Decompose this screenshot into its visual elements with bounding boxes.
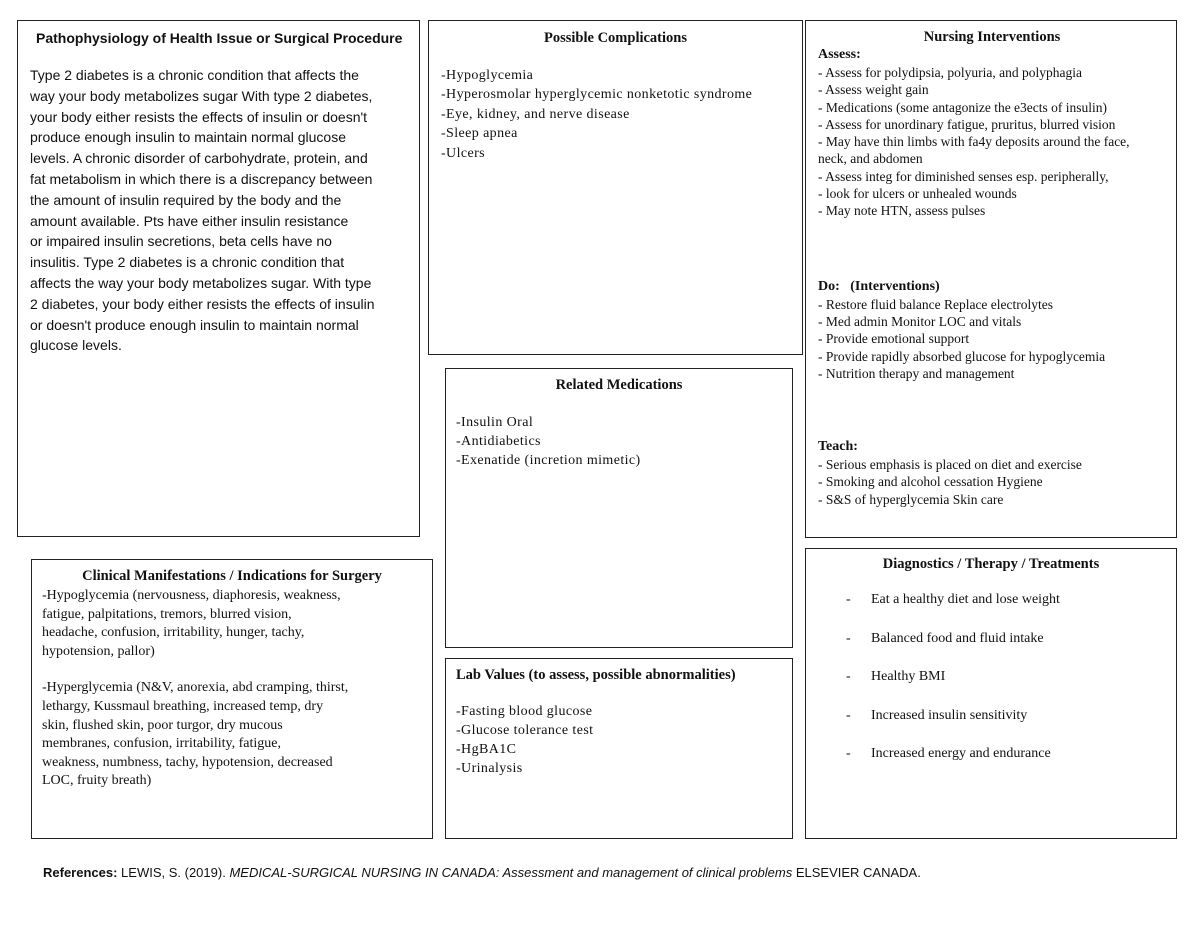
list-item [816, 746, 1166, 785]
labs-list [456, 702, 782, 778]
complications-title: Possible Complications [544, 30, 687, 46]
text-line: produce enough insulin to maintain normal glucose [30, 129, 346, 146]
list-item: - Smoking and alcohol cessation Hygiene [818, 474, 1043, 490]
text-line: fatigue, palpitations, tremors, blurred vision, [42, 606, 292, 622]
list-item: -Sleep apnea [441, 126, 518, 142]
text-line: fat metabolism in which there is a discrepancy between [30, 170, 373, 187]
text-line: or doesn't produce enough insulin to maintain normal [30, 316, 359, 333]
text-line: or impaired insulin secretions, beta cells have no [30, 233, 332, 250]
text-line: glucose levels. [30, 337, 122, 354]
list-item [816, 669, 1166, 708]
list-item: -Insulin Oral [456, 415, 534, 430]
lab-values-box [445, 658, 793, 839]
list-item-text: Increased insulin sensitivity [871, 707, 1028, 723]
text-line: lethargy, Kussmaul breathing, increased temp, dry [42, 698, 324, 714]
medications-box [445, 368, 793, 648]
list-item: - Restore fluid balance Replace electrolytes [818, 296, 1054, 312]
text-line: -Hyperglycemia (N&V, anorexia, abd cramping, thirst, [42, 680, 349, 696]
list-item: - Med admin Monitor LOC and vitals [818, 313, 1022, 329]
references-publisher: ELSEVIER CANADA. [792, 865, 921, 880]
clinical-manifestations-box [31, 559, 433, 839]
text-line: insulitis. Type 2 diabetes is a chronic condition that [30, 254, 345, 271]
list-item: - Assess for unordinary fatigue, pruritus, blurred vision [818, 116, 1116, 132]
bullet-dash: - [846, 630, 851, 646]
text-line: skin, flushed skin, poor turgor, dry mucous [42, 717, 283, 733]
list-item: - May note HTN, assess pulses [818, 203, 986, 219]
list-item: -Ulcers [441, 145, 486, 161]
pathophysiology-text [30, 65, 405, 356]
clinical-title: Clinical Manifestations / Indications for Surgery [82, 568, 382, 584]
complications-list [441, 66, 790, 163]
text-line: LOC, fruity breath) [42, 773, 152, 789]
text-line: weakness, numbness, tachy, hypotension, decreased [42, 754, 333, 770]
references-label: References: [43, 865, 118, 880]
complications-box [428, 20, 803, 355]
text-line: Type 2 diabetes is a chronic condition that affects the [30, 67, 359, 83]
list-item [816, 708, 1166, 747]
list-item: neck, and abdomen [818, 151, 923, 167]
diagnostics-list [816, 592, 1166, 785]
list-item: - look for ulcers or unhealed wounds [818, 186, 1017, 202]
text-line: the amount of insulin required by the body and the [30, 191, 342, 208]
text-line: 2 diabetes, your body either resists the effects of insulin [30, 295, 375, 312]
bullet-dash: - [846, 707, 851, 723]
text-line: way your body metabolizes sugar With type 2 diabetes, [30, 87, 373, 104]
list-item: -Urinalysis [456, 761, 523, 776]
list-item: - Serious emphasis is placed on diet and exercise [818, 457, 1082, 473]
list-item: - Nutrition therapy and management [818, 365, 1015, 381]
nursing-title: Nursing Interventions [923, 29, 1061, 45]
text-line: affects the way your body metabolizes sugar. With type [30, 274, 372, 291]
list-item: -Fasting blood glucose [456, 704, 593, 719]
list-item: - Provide rapidly absorbed glucose for hypoglycemia [818, 348, 1106, 364]
bullet-dash: - [846, 592, 851, 607]
list-item: -Exenatide (incretion mimetic) [456, 453, 641, 468]
list-item: -Hyperosmolar hyperglycemic nonketotic syndrome [441, 87, 753, 103]
list-item: -HgBA1C [456, 742, 517, 757]
list-item-text: Balanced food and fluid intake [871, 630, 1044, 646]
text-line: membranes, confusion, irritability, fatigue, [42, 736, 281, 752]
text-line: hypotension, pallor) [42, 643, 155, 659]
pathophysiology-title: Pathophysiology of Health Issue or Surgical Procedure [36, 30, 403, 46]
text-line: -Hypoglycemia (nervousness, diaphoresis, weakness, [42, 588, 341, 603]
references [43, 865, 1163, 880]
list-item-text: Increased energy and endurance [871, 746, 1051, 761]
list-item [816, 631, 1166, 670]
references-author: LEWIS, S. (2019). [117, 865, 230, 880]
labs-title: Lab Values (to assess, possible abnormalities) [456, 667, 736, 683]
list-item: - Assess weight gain [818, 82, 929, 98]
list-item: -Antidiabetics [456, 434, 541, 449]
clinical-text [42, 587, 422, 791]
list-item: - May have thin limbs with fa4y deposits around the face, [818, 134, 1130, 150]
list-item [816, 592, 1166, 631]
diagnostics-box [805, 548, 1177, 839]
references-work: MEDICAL-SURGICAL NURSING IN CANADA: Assessment and management of clinical problems [229, 865, 793, 880]
text-line: levels. A chronic disorder of carbohydrate, protein, and [30, 150, 368, 167]
pathophysiology-box [17, 20, 420, 537]
list-item: -Hypoglycemia [441, 68, 534, 83]
list-item: - Medications (some antagonize the e3ects of insulin) [818, 99, 1108, 115]
diagnostics-title: Diagnostics / Therapy / Treatments [882, 556, 1100, 572]
list-item: - Assess for polydipsia, polyuria, and polyphagia [818, 65, 1082, 80]
list-item: - S&S of hyperglycemia Skin care [818, 491, 1004, 507]
assess-heading: Assess: [818, 47, 861, 62]
teach-list [818, 456, 1166, 508]
list-item: -Eye, kidney, and nerve disease [441, 106, 630, 122]
medications-title: Related Medications [555, 377, 683, 393]
text-line: amount available. Pts have either insulin resistance [30, 212, 349, 229]
text-line: headache, confusion, irritability, hunger, tachy, [42, 625, 305, 641]
list-item-text: Healthy BMI [871, 669, 946, 684]
teach-heading: Teach: [818, 439, 858, 455]
do-list [818, 296, 1166, 382]
assess-list [818, 64, 1166, 220]
list-item: -Glucose tolerance test [456, 723, 594, 738]
list-item: - Assess integ for diminished senses esp. peripherally, [818, 168, 1109, 184]
medications-list [456, 413, 782, 470]
list-item-text: Eat a healthy diet and lose weight [871, 592, 1060, 607]
bullet-dash: - [846, 669, 851, 684]
text-line: your body either resists the effects of insulin or doesn't [30, 108, 368, 125]
do-heading: Do: (Interventions) [818, 278, 940, 294]
nursing-interventions-box [805, 20, 1177, 538]
bullet-dash: - [846, 746, 851, 761]
list-item: - Provide emotional support [818, 331, 970, 347]
